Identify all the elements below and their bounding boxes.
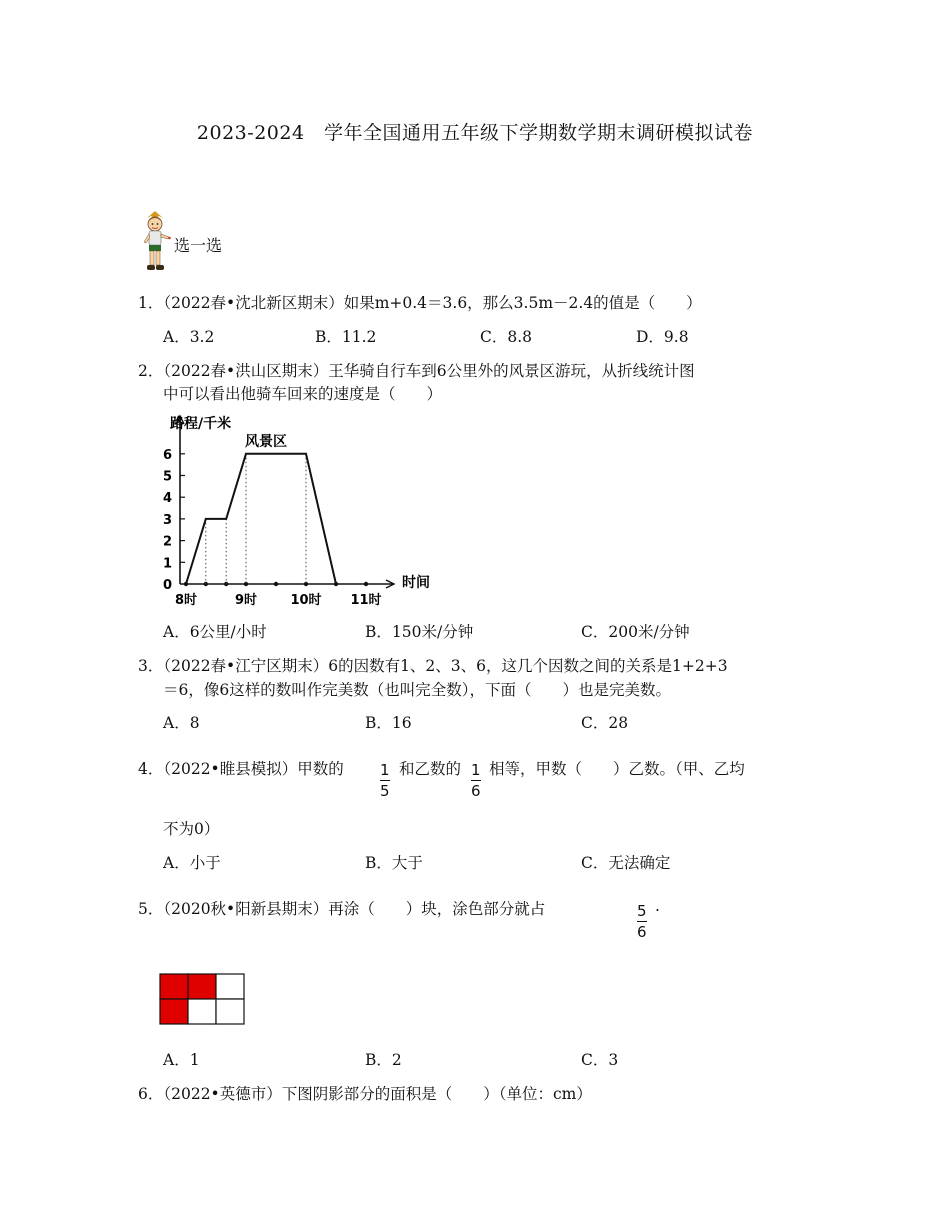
question-2-option-b[interactable]: B．150米/分钟: [365, 623, 474, 641]
empty-block: [216, 999, 244, 1024]
section-label: 选一选: [174, 236, 223, 255]
y-tick-label: 0: [162, 578, 172, 593]
question-2-option-a[interactable]: A．6公里/小时: [163, 623, 267, 641]
question-3-line-2: ＝6，像6这样的数叫作完美数（也叫完全数），下面（ ）也是完美数。: [163, 681, 671, 699]
fraction-numerator: 1: [380, 761, 390, 779]
x-tick-dot: [274, 582, 278, 586]
fraction-denominator: 5: [380, 782, 390, 800]
fraction-bar: [380, 780, 390, 781]
question-2-option-c[interactable]: C．200米/分钟: [581, 623, 690, 641]
y-tick-label: 2: [162, 534, 172, 550]
x-tick-label: 11时: [350, 593, 382, 608]
question-3-option-c[interactable]: C．28: [581, 714, 629, 732]
fraction-one-fifth: [380, 761, 390, 800]
question-5-option-b[interactable]: B．2: [365, 1051, 402, 1069]
page-title: 2023-2024 学年全国通用五年级下学期数学期末调研模拟试卷: [196, 122, 754, 144]
question-4-option-c[interactable]: C．无法确定: [581, 854, 671, 872]
fraction-five-sixths: [637, 902, 647, 941]
series-line: [186, 454, 336, 584]
question-4-option-a[interactable]: A．小于: [163, 854, 221, 872]
x-tick-label: 9时: [234, 593, 258, 608]
question-4-text-start: 4．（2022•睢县模拟）甲数的: [138, 760, 344, 778]
x-tick-dot: [364, 582, 368, 586]
question-3-option-a[interactable]: A．8: [163, 714, 200, 732]
question-1-option-c[interactable]: C．8.8: [480, 328, 533, 346]
x-tick-label: 8时: [174, 593, 198, 608]
question-6-text: 6．（2022•英德市）下图阴影部分的面积是（ ）（单位：cm）: [138, 1085, 592, 1103]
fraction-one-sixth: [471, 761, 481, 800]
question-4-text-end: 相等，甲数（ ）乙数。（甲、乙均: [489, 760, 745, 778]
filled-block: [160, 974, 188, 999]
question-5-option-a[interactable]: A．1: [163, 1051, 200, 1069]
question-1-option-b[interactable]: B．11.2: [315, 328, 377, 346]
question-2-line-1: 2．（2022春•洪山区期末）王华骑自行车到6公里外的风景区游玩，从折线统计图: [138, 362, 695, 380]
question-4-text-middle: 和乙数的: [399, 760, 462, 778]
question-1-text: 1．（2022春•沈北新区期末）如果m+0.4＝3.6，那么3.5m－2.4的值是（ ）: [138, 294, 702, 312]
y-tick-label: 6: [162, 447, 172, 463]
fraction-bar: [637, 921, 647, 922]
empty-block: [188, 999, 216, 1024]
x-axis-label: 时间: [402, 575, 430, 591]
distance-time-line-chart: [150, 410, 450, 610]
question-5-period: .: [655, 897, 660, 915]
question-5-text: 5．（2020秋•阳新县期末）再涂（ ）块，涂色部分就占: [138, 900, 546, 918]
fraction-denominator: 6: [471, 782, 481, 800]
filled-block: [188, 974, 216, 999]
question-1-option-d[interactable]: D．9.8: [636, 328, 689, 346]
block-grid-figure: [159, 973, 249, 1027]
question-5-option-c[interactable]: C．3: [581, 1051, 619, 1069]
question-2-line-2: 中可以看出他骑车回来的速度是（ ）: [163, 385, 443, 403]
fraction-numerator: 1: [471, 761, 481, 779]
annotation-label: 风景区: [245, 433, 287, 450]
boy-mascot-icon: [138, 210, 172, 272]
question-3-line-1: 3．（2022春•江宁区期末）6的因数有1、2、3、6，这几个因数之间的关系是1+2+3: [138, 657, 728, 675]
question-4-option-b[interactable]: B．大于: [365, 854, 423, 872]
question-3-option-b[interactable]: B．16: [365, 714, 412, 732]
question-4-line-2: 不为0）: [163, 820, 220, 838]
x-tick-label: 10时: [290, 593, 322, 608]
y-axis-label: 路程/千米: [170, 416, 232, 432]
fraction-bar: [471, 780, 481, 781]
empty-block: [216, 974, 244, 999]
filled-block: [160, 999, 188, 1024]
y-tick-label: 1: [162, 556, 172, 572]
y-tick-label: 4: [162, 491, 172, 507]
y-tick-label: 3: [162, 512, 172, 528]
y-tick-label: 5: [162, 469, 172, 485]
question-1-option-a[interactable]: A．3.2: [163, 328, 215, 346]
fraction-denominator: 6: [637, 923, 647, 941]
fraction-numerator: 5: [637, 902, 647, 920]
